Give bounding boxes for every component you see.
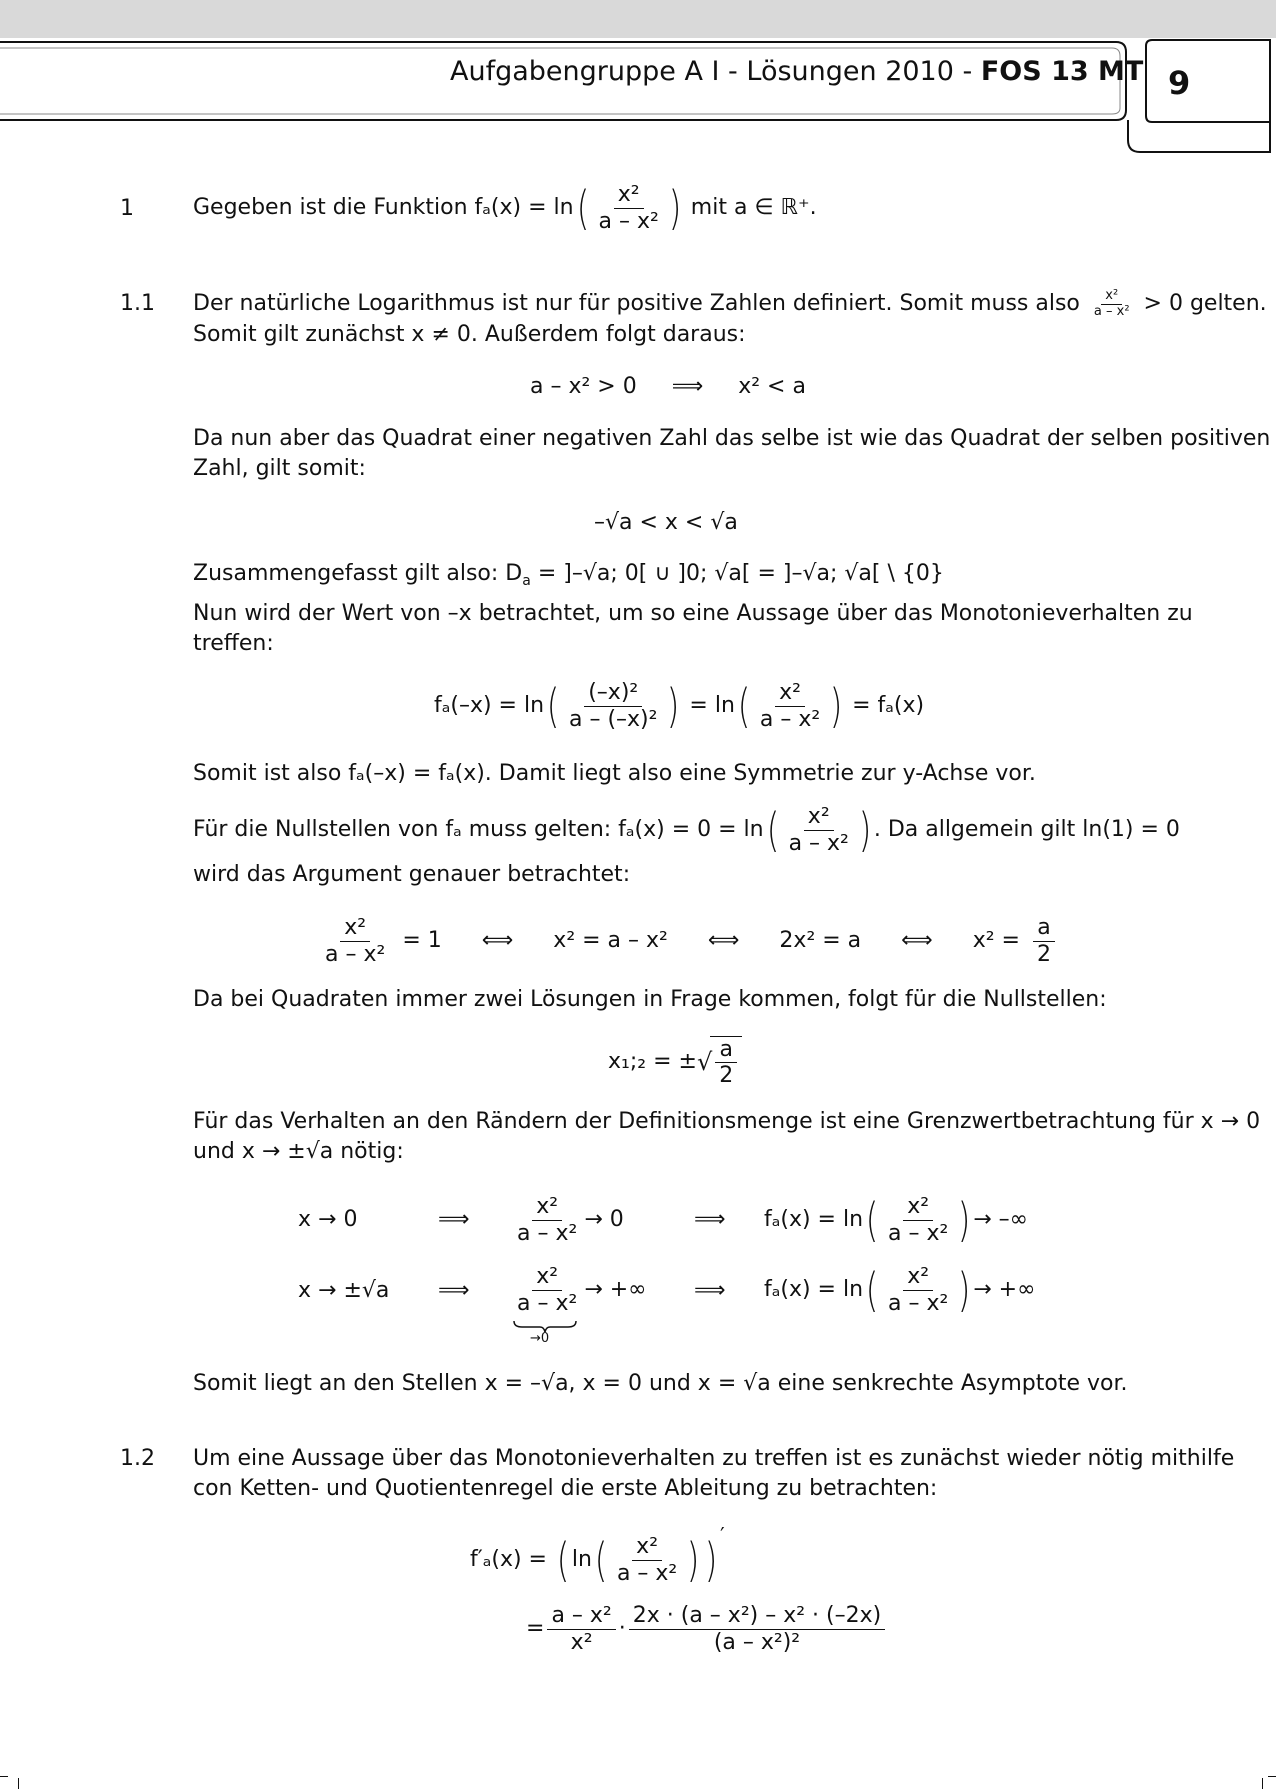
asymptote-statement: Somit liegt an den Stellen x = –√a, x = 0 und x = √a eine senkrechte Asymptote vor. (193, 1371, 1128, 1396)
equation-sqrt-interval: –√a < x < √a (594, 510, 738, 535)
limit2-right: fₐ(x) = ln ( $\frac{\text{x²}}{\text{a – x²}}$ ) → +∞ (764, 1263, 1036, 1317)
limit2-left: x → ±√a (298, 1278, 390, 1303)
derivative-line2: = $\frac{\text{a – x²}}{\text{x²}}$ · $\frac{\text{2x · (a – x²) – x² · (–2x)}}{\text{(a – x²)²}}$ (526, 1594, 888, 1664)
nullstellen-line: Für die Nullstellen von fₐ muss gelten: fₐ(x) = 0 = ln ( $\frac{\text{x²}}{\text{a – x²}}$ ) . Da allgemein gilt ln(1) = 0 (193, 803, 1180, 857)
underbrace-label: →0 (530, 1331, 550, 1346)
section-1-2-number: 1.2 (120, 1446, 155, 1471)
symmetry-equation: fₐ(–x) = ln ( $\frac{\text{(–x)²}}{\text{a – (–x)²}}$ ) = ln ( $\frac{\text{x²}}{\text{a – x²}}$ ) = fₐ(x) (434, 679, 925, 733)
s11-line2: Somit gilt zunächst x ≠ 0. Außerdem folgt daraus: (193, 322, 746, 347)
fraction-x2-over-a-x2: $\frac{\text{x²}}{\text{a – x²}}$ (598, 182, 659, 234)
limit2-middle: $\frac{\text{x²}}{\text{a – x²}}$ → +∞ (517, 1264, 647, 1316)
small-fraction: $\frac{\text{x²}}{\text{a – x²}}$ (1093, 288, 1130, 319)
crop-mark-right-v (1262, 1778, 1263, 1789)
page-number: 9 (1168, 64, 1191, 102)
s11-para2-line2: Zahl, gilt somit: (193, 456, 366, 481)
nullstellen-equation-chain: $\frac{\text{x²}}{\text{a – x²}}$ = 1 ⟺ x² = a – x² ⟺ 2x² = a ⟺ x² = $\frac{a}{2}$ (318, 906, 1058, 976)
limit2-implies: ⟹ (438, 1278, 470, 1303)
limit1-right: fₐ(x) = ln ( $\frac{\text{x²}}{\text{a – x²}}$ ) → –∞ (764, 1193, 1029, 1247)
equation-a-minus-x2: a – x² > 0 ⟹ x² < a (530, 374, 806, 399)
limit2-implies2: ⟹ (694, 1278, 726, 1303)
rand-line1: Für das Verhalten an den Rändern der Definitionsmenge ist eine Grenzwertbetrachtung für x → 0 (193, 1109, 1261, 1134)
s11-para2-line1: Da nun aber das Quadrat einer negativen Zahl das selbe ist wie das Quadrat der selben positiven (193, 426, 1271, 451)
s11-mono-line2: treffen: (193, 631, 274, 656)
symmetry-statement: Somit ist also fₐ(–x) = fₐ(x). Damit liegt also eine Symmetrie zur y-Achse vor. (193, 761, 1036, 786)
derivative-line1: f′ₐ(x) = ( ln ( $\frac{\text{x²}}{\text{a – x²}}$ ) ) ′ (470, 1523, 725, 1587)
header-title: Aufgabengruppe A I - Lösungen 2010 - FOS 13 MT (450, 56, 1144, 87)
crop-mark-left-v (18, 1778, 19, 1789)
s11-mono-line1: Nun wird der Wert von –x betrachtet, um so eine Aussage über das Monotonieverhalten zu (193, 601, 1193, 626)
section-1-text: Gegeben ist die Funktion fₐ(x) = ln ( $\frac{\text{x²}}{\text{a – x²}}$ ) mit a ∈ ℝ⁺. (193, 181, 817, 235)
s11-line1: Der natürliche Logarithmus ist nur für positive Zahlen definiert. Somit muss also $\frac{\text{x²}}{\text{a – x²}}$ > 0 gelten. (193, 288, 1267, 319)
crop-mark-right (1268, 1776, 1276, 1777)
s12-line1: Um eine Aussage über das Monotonieverhalten zu treffen ist es zunächst wieder nötig mithilfe (193, 1446, 1235, 1471)
rand-line2: und x → ±√a nötig: (193, 1139, 404, 1164)
limit1-implies2: ⟹ (694, 1207, 726, 1232)
limit1-implies: ⟹ (438, 1207, 470, 1232)
s12-line2: con Ketten- und Quotientenregel die erste Ableitung zu betrachten: (193, 1476, 938, 1501)
section-1-number: 1 (120, 196, 134, 221)
header-title-bold: FOS 13 MT (980, 56, 1144, 87)
quadrat-statement: Da bei Quadraten immer zwei Lösungen in Frage kommen, folgt für die Nullstellen: (193, 987, 1107, 1012)
nullstellen-line2: wird das Argument genauer betrachtet: (193, 862, 631, 887)
limit1-left: x → 0 (298, 1207, 358, 1232)
domain-line: Zusammengefasst gilt also: $D_a = ]-√a$; 0[ ∪ ]0; √a[ = ]–√a; √a[ \ {0} (193, 561, 944, 589)
section-1-1-number: 1.1 (120, 291, 155, 316)
crop-mark-left (0, 1776, 8, 1777)
header-frame (0, 30, 1276, 160)
x12-equation: x₁;₂ = ± √ $\frac{a}{2}$ (608, 1032, 742, 1092)
limit1-middle: $\frac{\text{x²}}{\text{a – x²}}$ → 0 (517, 1194, 624, 1246)
